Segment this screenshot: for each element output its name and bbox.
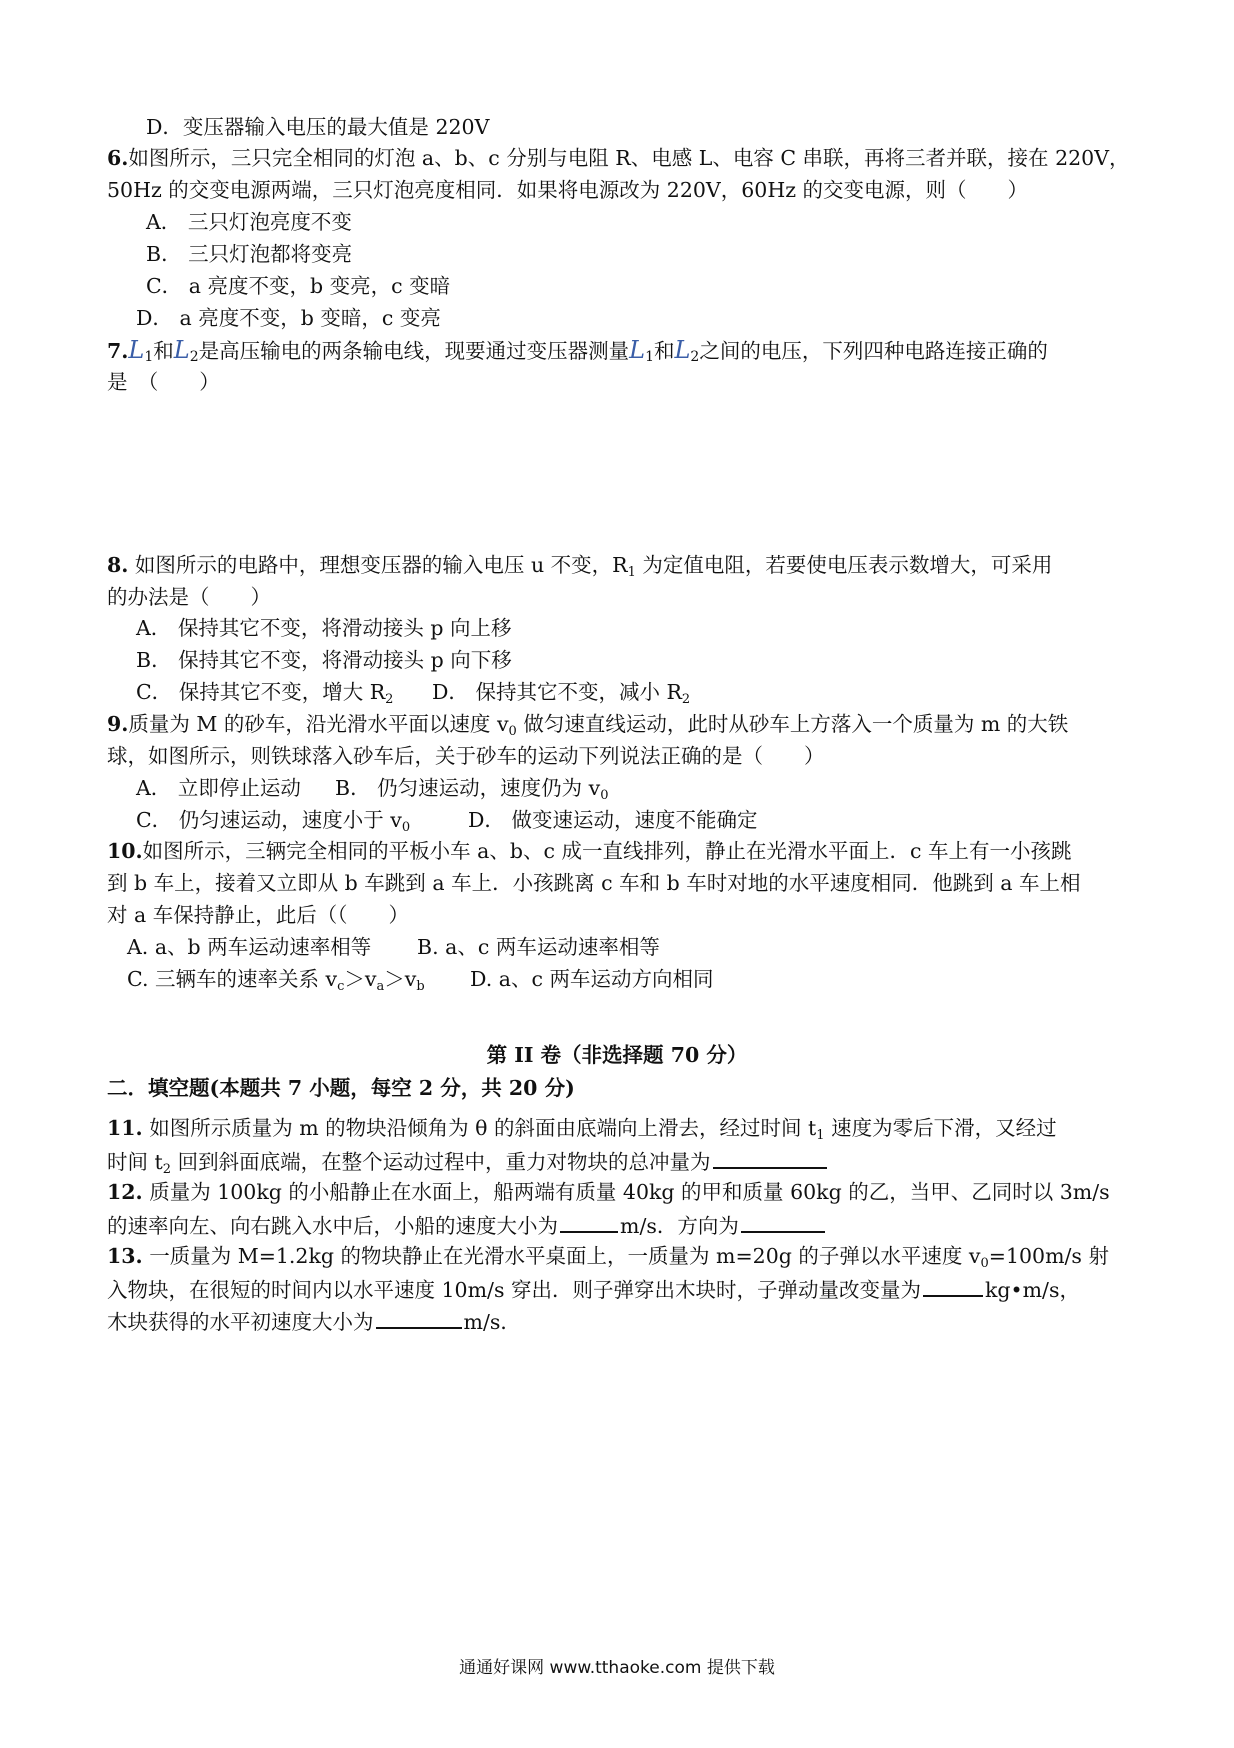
q5-option-d: D．变压器输入电压的最大值是 220V bbox=[146, 115, 490, 139]
q12-number: 12. bbox=[107, 1180, 143, 1204]
q11-stem-line1: 11. 如图所示质量为 m 的物块沿倾角为 θ 的斜面由底端向上滑去，经过时间 $t_1$ 速度为零后下滑，又经过 bbox=[107, 1116, 1057, 1143]
fill-in-section-heading: 二．填空题(本题共 7 小题，每空 2 分，共 20 分) bbox=[107, 1076, 575, 1100]
q9-option-a: A． 立即停止运动 bbox=[136, 776, 301, 800]
q11-stem-line2: 时间 $t_2$ 回到斜面底端，在整个运动过程中，重力对物块的总冲量为 bbox=[107, 1145, 829, 1185]
q8-option-c: C． 保持其它不变，增大 $R_2$ bbox=[136, 680, 394, 707]
line-l2-symbol: L bbox=[173, 336, 190, 364]
q8-stem-line1: 8. 如图所示的电路中，理想变压器的输入电压 u 不变，$R_1$ 为定值电阻，若要使电压表示数增大，可采用 bbox=[107, 553, 1053, 580]
q6-option-c: C． a 亮度不变，b 变亮，c 变暗 bbox=[146, 274, 451, 298]
q12-stem-line1: 12. 质量为 100kg 的小船静止在水面上，船两端有质量 40kg 的甲和质量 60kg 的乙，当甲、乙同时以 3m/s bbox=[107, 1180, 1110, 1204]
line-l1-symbol: L bbox=[629, 336, 646, 364]
q6-number: 6. bbox=[107, 146, 129, 170]
answer-blank bbox=[741, 1209, 825, 1233]
q6-stem-line1: 6.如图所示，三只完全相同的灯泡 a、b、c 分别与电阻 R、电感 L、电容 C 串联，再将三者并联，接在 220V， bbox=[107, 146, 1130, 170]
q10-option-d: D. a、c 两车运动方向相同 bbox=[470, 967, 714, 991]
q10-option-c: C. 三辆车的速率关系 $v_c>v_a>v_b$ bbox=[127, 967, 425, 994]
line-l1-symbol: L bbox=[128, 336, 145, 364]
q10-number: 10. bbox=[107, 839, 143, 863]
q6-option-a: A． 三只灯泡亮度不变 bbox=[146, 210, 352, 234]
q8-option-d: D． 保持其它不变，减小 $R_2$ bbox=[432, 680, 691, 707]
answer-blank bbox=[713, 1145, 827, 1169]
q9-option-b: B． 仍匀速运动，速度仍为 $v_0$ bbox=[335, 776, 609, 803]
page-footer: 通通好课网 www.tthaoke.com 提供下载 bbox=[459, 1658, 775, 1678]
q9-number: 9. bbox=[107, 712, 129, 736]
q10-stem-line2: 到 b 车上，接着又立即从 b 车跳到 a 车上．小孩跳离 c 车和 b 车时对地的水平速度相同．他跳到 a 车上相 bbox=[107, 871, 1081, 895]
q9-option-c: C． 仍匀速运动，速度小于 $v_0$ bbox=[136, 808, 411, 835]
q6-option-b: B． 三只灯泡都将变亮 bbox=[146, 242, 353, 266]
q8-stem-line2: 的办法是（ ） bbox=[107, 585, 271, 609]
q13-stem-line2: 入物块，在很短的时间内以水平速度 10m/s 穿出．则子弹穿出木块时，子弹动量改变量为 kg•m/s， bbox=[107, 1273, 1080, 1305]
q6-stem-line2: 50Hz 的交变电源两端，三只灯泡亮度相同．如果将电源改为 220V，60Hz 的交变电源，则（ ） bbox=[107, 178, 1029, 202]
q7-stem-line1: 7.L1和L2是高压输电的两条输电线，现要通过变压器测量L1和L2之间的电压，下列四种电路连接正确的 bbox=[107, 336, 1048, 365]
q13-number: 13. bbox=[107, 1244, 143, 1268]
q8-option-b: B． 保持其它不变，将滑动接头 p 向下移 bbox=[136, 648, 512, 672]
q10-stem-line3: 对 a 车保持静止，此后（（ ） bbox=[107, 903, 410, 927]
q10-stem-line1: 10.如图所示，三辆完全相同的平板小车 a、b、c 成一直线排列，静止在光滑水平面上．c 车上有一小孩跳 bbox=[107, 839, 1072, 863]
q8-number: 8. bbox=[107, 553, 129, 577]
q13-stem-line1: 13. 一质量为 M=1.2kg 的物块静止在光滑水平桌面上，一质量为 m=20g 的子弹以水平速度 $v_0=100m/s$ 射 bbox=[107, 1244, 1109, 1271]
answer-blank bbox=[376, 1305, 462, 1329]
q9-option-d: D． 做变速运动，速度不能确定 bbox=[468, 808, 758, 832]
q13-stem-line3: 木块获得的水平初速度大小为 m/s． bbox=[107, 1305, 521, 1337]
q8-option-a: A． 保持其它不变，将滑动接头 p 向上移 bbox=[136, 616, 512, 640]
q12-stem-line2: 的速率向左、向右跳入水中后，小船的速度大小为 m/s．方向为 bbox=[107, 1209, 827, 1241]
q10-option-b: B. a、c 两车运动速率相等 bbox=[417, 935, 660, 959]
q7-stem-line2: 是 （ ） bbox=[107, 370, 220, 394]
q9-stem-line2: 球，如图所示，则铁球落入砂车后，关于砂车的运动下列说法正确的是（ ） bbox=[107, 744, 825, 768]
q9-stem-line1: 9.质量为 M 的砂车，沿光滑水平面以速度 $v_0$ 做匀速直线运动，此时从砂车上方落入一个质量为 m 的大铁 bbox=[107, 712, 1069, 739]
part2-title: 第 II 卷（非选择题 70 分） bbox=[486, 1043, 748, 1067]
q10-option-a: A. a、b 两车运动速率相等 bbox=[127, 935, 372, 959]
answer-blank bbox=[560, 1209, 618, 1233]
q6-option-d: D． a 亮度不变，b 变暗，c 变亮 bbox=[136, 306, 441, 330]
answer-blank bbox=[923, 1273, 983, 1297]
q7-number: 7. bbox=[107, 339, 129, 363]
line-l2-symbol: L bbox=[674, 336, 691, 364]
q11-number: 11. bbox=[107, 1116, 143, 1140]
